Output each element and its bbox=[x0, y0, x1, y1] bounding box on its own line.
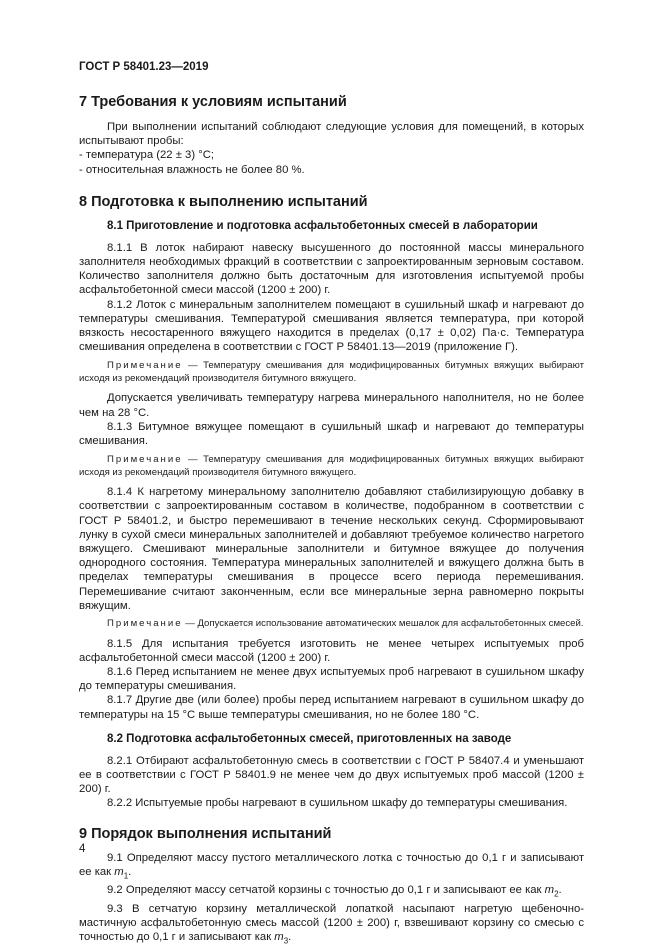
section-9-title: 9 Порядок выполнения испытаний bbox=[79, 825, 332, 842]
note-text: — Температуру смешивания для модифицированных битумных вяжущих выбирают исходя из рекомендаций производителя битумного вяжущего. bbox=[79, 360, 584, 384]
period: . bbox=[288, 931, 292, 944]
para-9-1-text: 9.1 Определяют массу пустого металлического лотка с точностью до 0,1 г и записывают ее как bbox=[79, 851, 584, 878]
note-label: Примечание bbox=[107, 454, 183, 466]
note-1 bbox=[79, 360, 584, 385]
para-8-1-4: 8.1.4 К нагретому минеральному заполнителю добавляют стабилизирующую добавку в соответствии с запроектированным составом в количестве, подобранном в соответствии с ГОСТ Р 58401.2, и быстро перемешивают в течение нескольких секунд. Сформировывают лунку в сухой смеси минеральных заполнителей и добавляют требуемое количество нагретого вяжущего. Смешивают минеральные заполнители и битумное вяжущее до получения однородного состояния. Температура минеральных заполнителей и вяжущего должна быть в пределах температуры смешивания в процессе всего периода перемешивания. Перемешивание считают законченным, если все минеральные зерна равномерно покрыты вяжущим. bbox=[79, 486, 584, 612]
document-body bbox=[79, 90, 584, 949]
running-header: ГОСТ Р 58401.23—2019 bbox=[79, 61, 209, 73]
note-text: — Допускается использование автоматических мешалок для асфальтобетонных смесей. bbox=[182, 618, 584, 630]
section-8-title: 8 Подготовка к выполнению испытаний bbox=[79, 193, 368, 210]
symbol-subscript: 1 bbox=[123, 871, 129, 881]
para-9-3 bbox=[79, 902, 584, 949]
symbol-m: m bbox=[544, 884, 555, 897]
para-9-2-text: 9.2 Определяют массу сетчатой корзины с точностью до 0,1 г и записывают ее как bbox=[107, 884, 545, 897]
page-number: 4 bbox=[79, 843, 86, 855]
note-label: Примечание bbox=[107, 360, 183, 372]
para-8-1-7: 8.1.7 Другие две (или более) пробы перед испытанием нагревают в сушильном шкафу до температуры на 15 °С выше температуры смешивания, но не более 180 °С. bbox=[79, 694, 584, 721]
list-item-temperature: - температура (22 ± 3) °С; bbox=[79, 149, 215, 162]
para-8-1-2: 8.1.2 Лоток с минеральным заполнителем помещают в сушильный шкаф и нагревают до температуры смешивания. Температурой смешивания является температура, при которой вязкость несостаренного вяжущего находится в пределах (0,17 ± 0,02) Па·с. Температура смешивания определена в соответствии с ГОСТ Р 58401.13—2019 (приложение Г). bbox=[79, 298, 584, 354]
note-3 bbox=[79, 618, 584, 631]
para-9-2 bbox=[79, 883, 584, 901]
note-text: — Температуру смешивания для модифицированных битумных вяжущих выбирают исходя из рекомендаций производителя битумного вяжущего. bbox=[79, 454, 584, 478]
para-8-1-5: 8.1.5 Для испытания требуется изготовить не менее четырех испытуемых проб асфальтобетонной смеси массой (1200 ± 200) г. bbox=[79, 637, 584, 664]
subsection-8-2-title: 8.2 Подготовка асфальтобетонных смесей, приготовленных на заводе bbox=[107, 732, 512, 745]
para-8-1-1: 8.1.1 В лоток набирают навеску высушенного до постоянной массы минерального заполнителя необходимых фракций в соответствии с запроектированным зерновым составом. Количество заполнителя должно быть достаточным для изготовления испытуемой пробы асфальтобетонной смеси массой (1200 ± 200) г. bbox=[79, 241, 584, 297]
note-2 bbox=[79, 454, 584, 479]
para-8-2-2: 8.2.2 Испытуемые пробы нагревают в сушильном шкафу до температуры смешивания. bbox=[107, 797, 568, 810]
subsection-8-1-title: 8.1 Приготовление и подготовка асфальтобетонных смесей в лаборатории bbox=[107, 219, 538, 232]
para-8-1-3: 8.1.3 Битумное вяжущее помещают в сушильный шкаф и нагревают до температуры смешивания. bbox=[79, 420, 584, 448]
section-7-intro: При выполнении испытаний соблюдают следующие условия для помещений, в которых испытывают пробы: bbox=[79, 121, 584, 148]
symbol-m: m bbox=[274, 931, 284, 944]
symbol-subscript: 3 bbox=[283, 936, 289, 946]
period: . bbox=[128, 865, 132, 878]
para-allowance: Допускается увеличивать температуру нагрева минерального наполнителя, но не более чем на 28 °С. bbox=[79, 392, 584, 419]
para-9-1 bbox=[79, 851, 584, 884]
period: . bbox=[558, 884, 562, 897]
symbol-m: m bbox=[114, 865, 124, 878]
section-7-title: 7 Требования к условиям испытаний bbox=[79, 94, 347, 110]
symbol-subscript: 2 bbox=[554, 889, 559, 899]
list-item-humidity: - относительная влажность не более 80 %. bbox=[79, 163, 305, 176]
para-9-3-text: 9.3 В сетчатую корзину металлической лопаткой насыпают нагретую щебеночно-мастичную асфальтобетонную смесь массой (1200 ± 200) г, взвешивают корзину со смесью с точностью до 0,1 г и записывают как bbox=[79, 902, 584, 944]
para-8-2-1: 8.2.1 Отбирают асфальтобетонную смесь в соответствии с ГОСТ Р 58407.4 и уменьшают ее в соответствии с ГОСТ Р 58401.9 не менее чем до двух испытуемых проб массой (1200 ± 200) г. bbox=[79, 754, 584, 796]
para-8-1-6: 8.1.6 Перед испытанием не менее двух испытуемых проб нагревают в сушильном шкафу до температуры смешивания. bbox=[79, 665, 584, 693]
note-label: Примечание bbox=[107, 618, 183, 630]
